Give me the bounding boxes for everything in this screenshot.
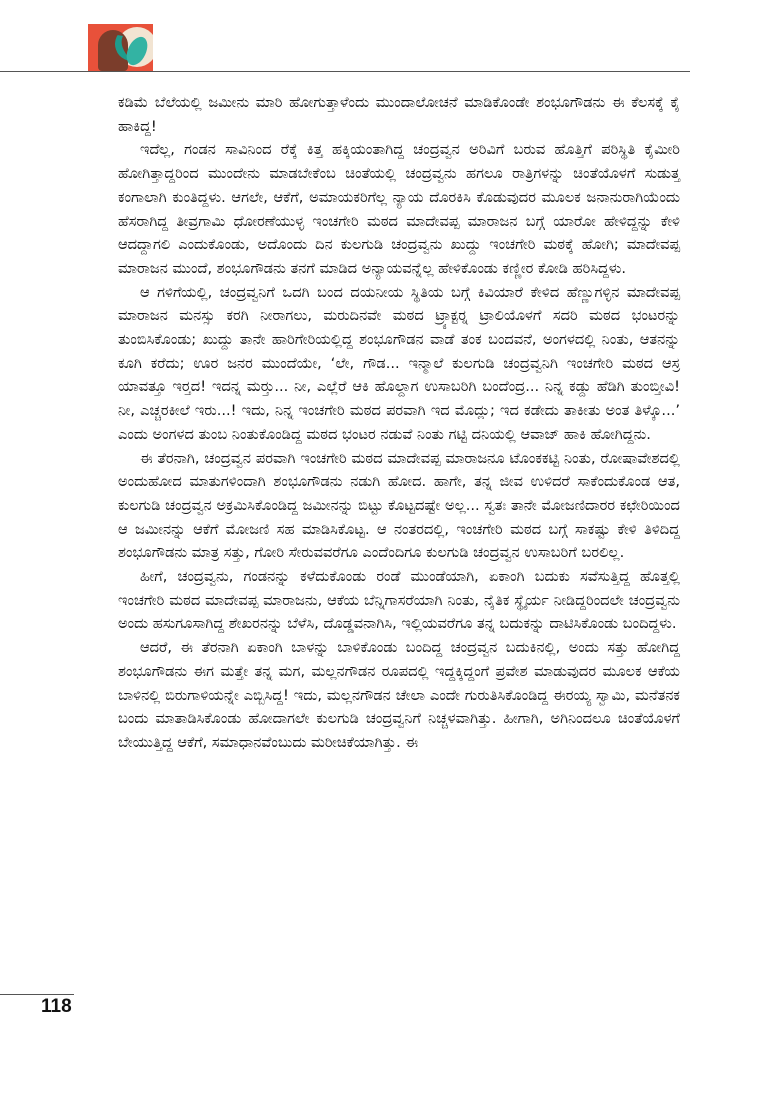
paragraph: ಆದರೆ, ಈ ತೆರನಾಗಿ ಏಕಾಂಗಿ ಬಾಳನ್ನು ಬಾಳಿಕೊಂಡು ಬಂದಿದ್ದ ಚಂದ್ರವ್ವನ ಬದುಕಿನಲ್ಲಿ, ಅಂದು ಸತ್ತು ಹೋಗಿದ್ದ ಶಂಭೂಗೌಡನು ಈಗ ಮತ್ತೇ ತನ್ನ ಮಗ, ಮಲ್ಲನಗೌಡನ ರೂಪದಲ್ಲಿ ಇದ್ದಕ್ಕಿದ್ದಂಗೆ ಪ್ರವೇಶ ಮಾಡುವುದರ ಮೂಲಕ ಆಕೆಯ ಬಾಳಿನಲ್ಲಿ ಬಿರುಗಾಳಿಯನ್ನೇ ಎಬ್ಬಿಸಿದ್ದ! ಇದು, ಮಲ್ಲನಗೌಡನ ಚೇಲಾ ಎಂದೇ ಗುರುತಿಸಿಕೊಂಡಿದ್ದ ಈರಯ್ಯ ಸ್ವಾಮಿ, ಮನೆತನಕ ಬಂದು ಮಾತಾಡಿಸಿಕೊಂಡು ಹೋದಾಗಲೇ ಕುಲಗುಡಿ ಚಂದ್ರವ್ವನಿಗೆ ನಿಚ್ಚಳವಾಗಿತ್ತು. ಹೀಗಾಗಿ, ಅಗಿನಿಂದಲೂ ಚಿಂತೆಯೊಳಗೆ ಬೇಯುತ್ತಿದ್ದ ಆಕೆಗೆ, ಸಮಾಧಾನವೆಂಬುದು ಮರೀಚಿಕೆಯಾಗಿತ್ತು. ಈ	[118, 639, 680, 751]
body-text	[118, 91, 680, 755]
woman-portrait-logo-icon	[88, 24, 153, 71]
paragraph: ಆ ಗಳಿಗೆಯಲ್ಲಿ, ಚಂದ್ರವ್ವನಿಗೆ ಒದಗಿ ಬಂದ ದಯನೀಯ ಸ್ಥಿತಿಯ ಬಗ್ಗೆ ಕಿವಿಯಾರೆ ಕೇಳಿದ ಹೆಣ್ಣುಗಳ್ಳಿನ ಮಾದೇವಪ್ಪ ಮಾರಾಜನ ಮನಸ್ಸು ಕರಗಿ ನೀರಾಗಲು, ಮರುದಿನವೇ ಮಠದ ಟ್ರ್ಯಾಕ್ಟರ್‍ನ ಟ್ರಾಲಿಯೊಳಗೆ ಸದರಿ ಮಠದ ಭಂಟರನ್ನು ತುಂಬಿಸಿಕೊಂಡು; ಖುದ್ದು ತಾನೇ ಹಾರಿಗೇರಿಯಲ್ಲಿದ್ದ ಶಂಭೂಗೌಡನ ವಾಡೆ ತಂಕ ಬಂದವನೆ, ಅಂಗಳದಲ್ಲಿ ನಿಂತು, ಆತನನ್ನು ಕೂಗಿ ಕರೆದು; ಊರ ಜನರ ಮುಂದೆಯೇ, ‘ಲೇ, ಗೌಡ... ಇನ್ಮಾಲೆ ಕುಲಗುಡಿ ಚಂದ್ರವ್ವನಿಗಿ ಇಂಚಗೇರಿ ಮಠದ ಆಸ್ರ ಯಾವತ್ತೂ ಇರ್‍ತದ! ಇದನ್ನ ಮರ್‍ತು... ನೀ, ಎಲ್ಲೆರೆ ಆಕಿ ಹೊಲ್ದಾಗ ಉಸಾಬರಿಗಿ ಬಂದೆಂದ್ರ... ನಿನ್ನ ಕಡ್ದು ಹೆಡಿಗಿ ತುಂಬ್ತೀವಿ! ನೀ, ಎಚ್ಚರಕೀಲೆ ಇರು...! ಇದು, ನಿನ್ನ ಇಂಚಗೇರಿ ಮಠದ ಪರವಾಗಿ ಇದ ಮೊದ್ಲು; ಇದ ಕಡೇದು ತಾಕೀತು ಅಂತ ತಿಳ್ಕೊ...’ ಎಂದು ಅಂಗಳದ ತುಂಬ ನಿಂತುಕೊಂಡಿದ್ದ ಮಠದ ಭಂಟರ ನಡುವೆ ನಿಂತು ಗಟ್ಟಿ ದನಿಯಲ್ಲಿ ಆವಾಜ್ ಹಾಕಿ ಹೋಗಿದ್ದನು.	[118, 283, 680, 443]
footer-rule	[0, 994, 74, 995]
paragraph: ಈ ತೆರನಾಗಿ, ಚಂದ್ರವ್ವನ ಪರವಾಗಿ ಇಂಚಗೇರಿ ಮಠದ ಮಾದೇವಪ್ಪ ಮಾರಾಜನೂ ಟೊಂಕಕಟ್ಟಿ ನಿಂತು, ರೋಷಾವೇಶದಲ್ಲಿ ಅಂದುಹೋದ ಮಾತುಗಳಿಂದಾಗಿ ಶಂಭೂಗೌಡನು ನಡುಗಿ ಹೋದ. ಹಾಗೇ, ತನ್ನ ಜೀವ ಉಳಿದರೆ ಸಾಕೆಂದುಕೊಂಡ ಆತ, ಕುಲಗುಡಿ ಚಂದ್ರವ್ವನ ಅಕ್ರಮಿಸಿಕೊಂಡಿದ್ದ ಜಮೀನನ್ನು ಬಿಟ್ಟು ಕೊಟ್ಟದಷ್ಟೇ ಅಲ್ಲ... ಸ್ವತಃ ತಾನೇ ಮೋಜಣಿದಾರರ ಕಛೇರಿಯಿಂದ ಆ ಜಮೀನನ್ನು ಆಕೆಗೆ ಮೋಜಣಿ ಸಹ ಮಾಡಿಸಿಕೊಟ್ಟ. ಆ ನಂತರದಲ್ಲಿ, ಇಂಚಗೇರಿ ಮಠದ ಬಗ್ಗೆ ಸಾಕಷ್ಟು ಕೇಳಿ ತಿಳಿದಿದ್ದ ಶಂಭೂಗೌಡನು ಮಾತ್ರ ಸತ್ತು, ಗೋರಿ ಸೇರುವವರೆಗೂ ಎಂದೆಂದಿಗೂ ಕುಲಗುಡಿ ಚಂದ್ರವ್ವನ ಉಸಾಬರಿಗೆ ಬರಲಿಲ್ಲ.	[118, 449, 680, 562]
paragraph: ಕಡಿಮೆ ಬೆಲೆಯಲ್ಲಿ ಜಮೀನು ಮಾರಿ ಹೋಗುತ್ತಾಳೆಂದು ಮುಂದಾಲೋಚನೆ ಮಾಡಿಕೊಂಡೇ ಶಂಭೂಗೌಡನು ಈ ಕೆಲಸಕ್ಕೆ ಕೈ ಹಾಕಿದ್ದ!	[118, 94, 680, 135]
paragraph: ಹೀಗೆ, ಚಂದ್ರವ್ವನು, ಗಂಡನನ್ನು ಕಳೆದುಕೊಂಡು ರಂಡೆ ಮುಂಡೆಯಾಗಿ, ಏಕಾಂಗಿ ಬದುಕು ಸವೆಸುತ್ತಿದ್ದ ಹೊತ್ತಲ್ಲಿ ಇಂಚಗೇರಿ ಮಠದ ಮಾದೇವಪ್ಪ ಮಾರಾಜನು, ಆಕೆಯ ಬೆನ್ನಿಗಾಸರೆಯಾಗಿ ನಿಂತು, ನೈತಿಕ ಸ್ಥೈರ್ಯ ನೀಡಿದ್ದರಿಂದಲೇ ಚಂದ್ರವ್ವನು ಅಂದು ಹಸುಗೂಸಾಗಿದ್ದ ಶೇಖರನನ್ನು ಬೆಳೆಸಿ, ದೊಡ್ಡವನಾಗಿಸಿ, ಇಲ್ಲಿಯವರೆಗೂ ತನ್ನ ಬದುಕನ್ನು ದಾಟಿಸಿಕೊಂಡು ಬಂದಿದ್ದಳು.	[118, 568, 680, 633]
header-rule	[0, 71, 690, 72]
page-number: 118	[41, 996, 72, 1017]
paragraph: ಇದೆಲ್ಲ, ಗಂಡನ ಸಾವಿನಿಂದ ರೆಕ್ಕೆ ಕಿತ್ತ ಹಕ್ಕಿಯಂತಾಗಿದ್ದ ಚಂದ್ರವ್ವನ ಅರಿವಿಗೆ ಬರುವ ಹೊತ್ತಿಗೆ ಪರಿಸ್ಥಿತಿ ಕೈಮೀರಿ ಹೋಗಿತ್ತಾದ್ದರಿಂದ ಮುಂದೇನು ಮಾಡಬೇಕೆಂಬ ಚಿಂತೆಯಲ್ಲಿ ಚಂದ್ರವ್ವನು ಹಗಲೂ ರಾತ್ರಿಗಳನ್ನು ಚಿಂತೆಯೊಳಗೆ ಸುಡುತ್ತ ಕಂಗಾಲಾಗಿ ಕುಂತಿದ್ದಳು. ಆಗಲೇ, ಆಕೆಗೆ, ಅಮಾಯಕರಿಗೆಲ್ಲ ನ್ಯಾಯ ದೊರಕಿಸಿ ಕೊಡುವುದರ ಮೂಲಕ ಜನಾನುರಾಗಿಯೆಂದು ಹೆಸರಾಗಿದ್ದ ತೀವ್ರಗಾಮಿ ಧೋರಣೆಯುಳ್ಳ ಇಂಚಗೇರಿ ಮಠದ ಮಾದೇವಪ್ಪ ಮಾರಾಜನ ಬಗ್ಗೆ ಯಾರೋ ಹೇಳಿದ್ದನ್ನು ಕೇಳಿ ಆದದ್ದಾಗಲಿ ಎಂದುಕೊಂಡು, ಅದೊಂದು ದಿನ ಕುಲಗುಡಿ ಚಂದ್ರವ್ವನು ಖುದ್ದು ಇಂಚಗೇರಿ ಮಠಕ್ಕೆ ಹೋಗಿ; ಮಾದೇವಪ್ಪ ಮಾರಾಜನ ಮುಂದೆ, ಶಂಭೂಗೌಡನು ತನಗೆ ಮಾಡಿದ ಅನ್ಯಾಯವನ್ನೆಲ್ಲ ಹೇಳಿಕೊಂಡು ಕಣ್ಣೀರ ಕೋಡಿ ಹರಿಸಿದ್ದಳು.	[118, 141, 680, 277]
